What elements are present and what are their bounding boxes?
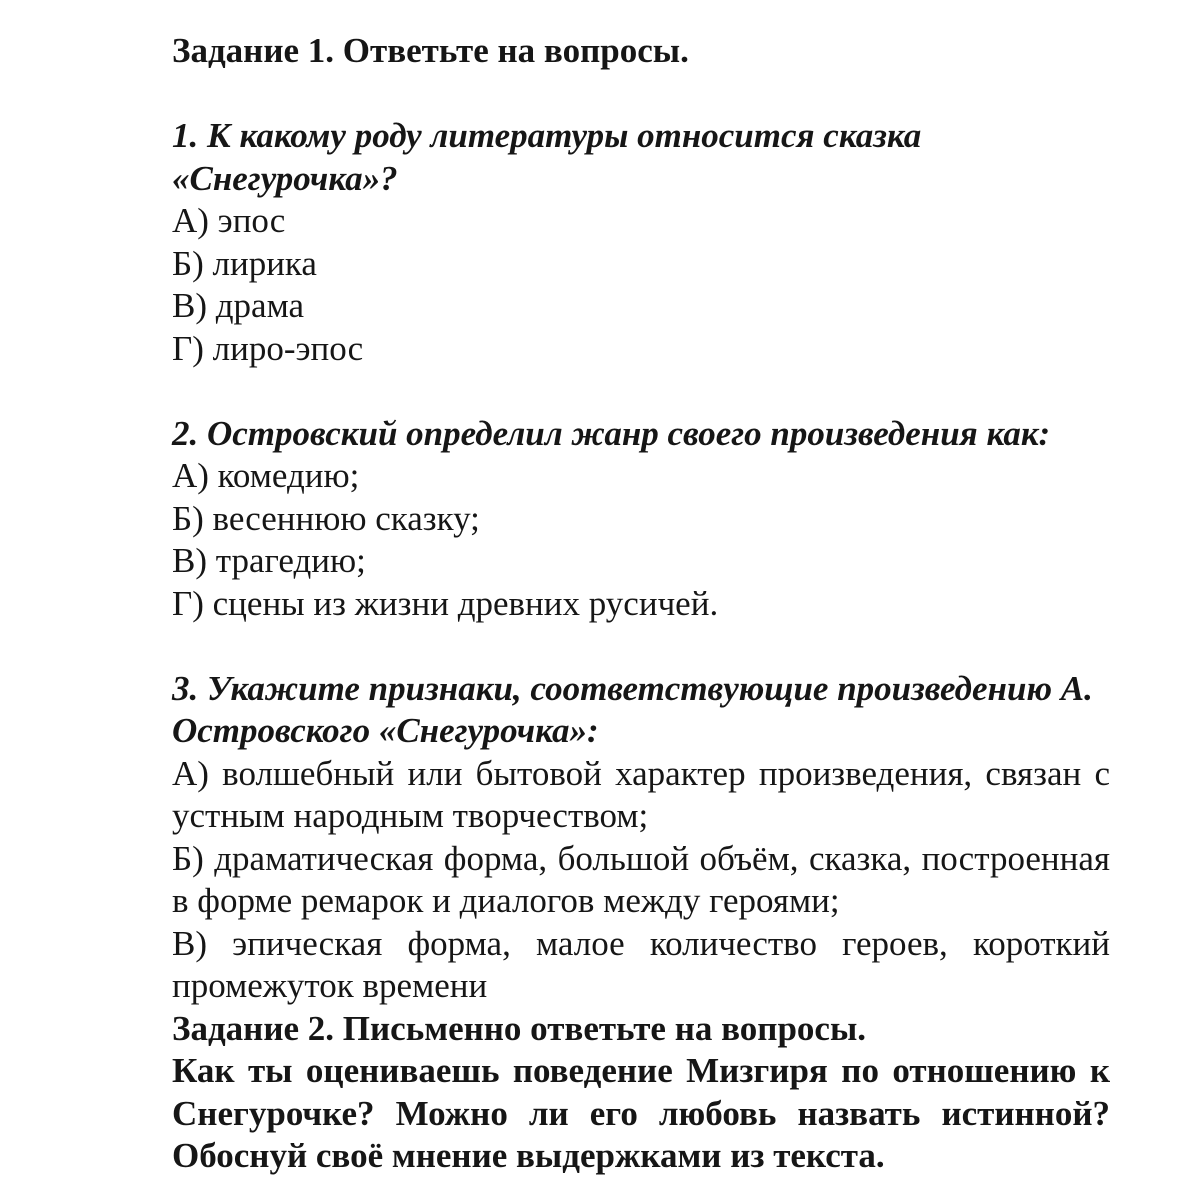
task1-title: Задание 1. Ответьте на вопросы. <box>172 31 689 70</box>
task2-title: Задание 2. Письменно ответьте на вопросы. <box>172 1008 867 1048</box>
question-1-option-b: Б) лирика <box>172 243 317 283</box>
question-1: 1. К какому роду литературы относится сказка «Снегурочка»? <box>172 116 922 198</box>
question-2-option-d: Г) сцены из жизни древних русичей. <box>172 583 719 623</box>
task2-text: Как ты оцениваешь поведение Мизгиря по отношению к Снегурочке? Можно ли его любовь назвать истинной? Обоснуй своё мнение выдержками из текста. <box>172 1051 1110 1175</box>
question-2-option-b: Б) весеннюю сказку; <box>172 498 480 538</box>
question-1-option-a: А) эпос <box>172 201 286 240</box>
question-2-option-a: А) комедию; <box>172 456 360 495</box>
question-3-option-b: Б) драматическая форма, большой объём, сказка, построенная в форме ремарок и диалогов между героями; <box>172 838 1110 920</box>
spacer <box>172 73 1110 116</box>
question-3: 3. Укажите признаки, соответствующие произведению А. Островского «Снегурочка»: <box>172 668 1093 750</box>
question-2: 2. Островский определил жанр своего произведения как: <box>172 413 1051 453</box>
document-page <box>172 30 1110 1178</box>
question-1-option-d: Г) лиро-эпос <box>172 328 364 368</box>
question-3-option-c: В) эпическая форма, малое количество героев, короткий промежуток времени <box>172 923 1110 1005</box>
question-3-option-a: А) волшебный или бытовой характер произведения, связан с устным народным творчеством; <box>172 753 1110 835</box>
question-2-option-c: В) трагедию; <box>172 541 366 580</box>
spacer <box>172 370 1110 413</box>
spacer <box>172 625 1110 668</box>
question-1-option-c: В) драма <box>172 286 305 325</box>
